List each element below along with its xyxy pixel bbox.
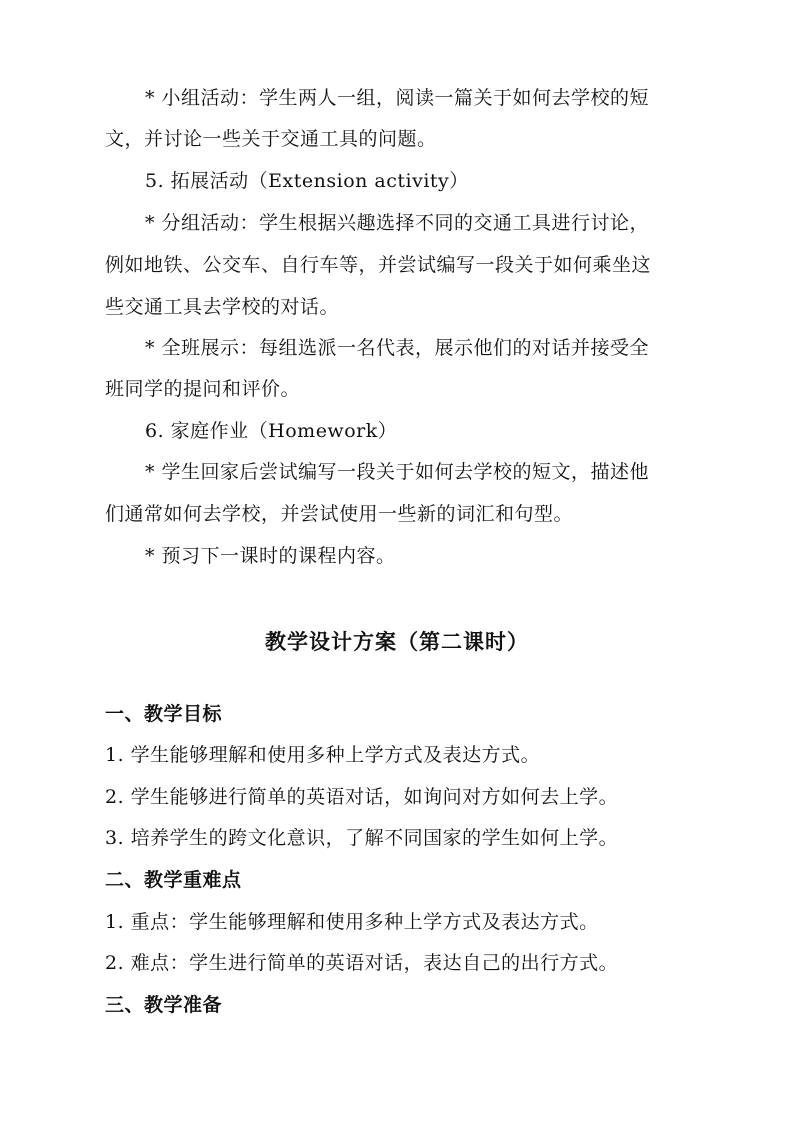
extension-activity-heading: 5. 拓展活动（Extension activity）: [145, 170, 469, 192]
paragraph-group-activity-line2: 文，并讨论一些关于交通工具的问题。: [105, 128, 437, 150]
paragraph-homework-line1: * 学生回家后尝试编写一段关于如何去学校的短文，描述他: [145, 461, 650, 483]
key-point-item-2: 2. 难点：学生进行简单的英语对话，表达自己的出行方式。: [105, 952, 619, 974]
goal-item-2: 2. 学生能够进行简单的英语对话，如询问对方如何去上学。: [105, 786, 619, 808]
paragraph-group-discussion-line3: 些交通工具去学校的对话。: [105, 296, 340, 318]
paragraph-preview: * 预习下一课时的课程内容。: [145, 545, 396, 567]
section-heading-goals: 一、教学目标: [105, 703, 223, 725]
section-heading-preparation: 三、教学准备: [105, 994, 223, 1016]
paragraph-group-discussion-line1: * 分组活动：学生根据兴趣选择不同的交通工具进行讨论，: [145, 212, 650, 234]
goal-item-3: 3. 培养学生的跨文化意识，了解不同国家的学生如何上学。: [105, 827, 619, 849]
key-point-item-1: 1. 重点：学生能够理解和使用多种上学方式及表达方式。: [105, 911, 599, 933]
paragraph-class-show-line2: 班同学的提问和评价。: [105, 378, 301, 400]
paragraph-group-activity-line1: * 小组活动：学生两人一组，阅读一篇关于如何去学校的短: [145, 87, 650, 109]
document-title: 教学设计方案（第二课时）: [265, 629, 529, 654]
homework-heading: 6. 家庭作业（Homework）: [145, 420, 398, 442]
paragraph-group-discussion-line2: 例如地铁、公交车、自行车等，并尝试编写一段关于如何乘坐这: [105, 254, 652, 276]
goal-item-1: 1. 学生能够理解和使用多种上学方式及表达方式。: [105, 744, 541, 766]
section-heading-key-points: 二、教学重难点: [105, 869, 242, 891]
paragraph-homework-line2: 们通常如何去学校，并尝试使用一些新的词汇和句型。: [105, 503, 574, 525]
paragraph-class-show-line1: * 全班展示：每组选派一名代表，展示他们的对话并接受全: [145, 337, 650, 359]
